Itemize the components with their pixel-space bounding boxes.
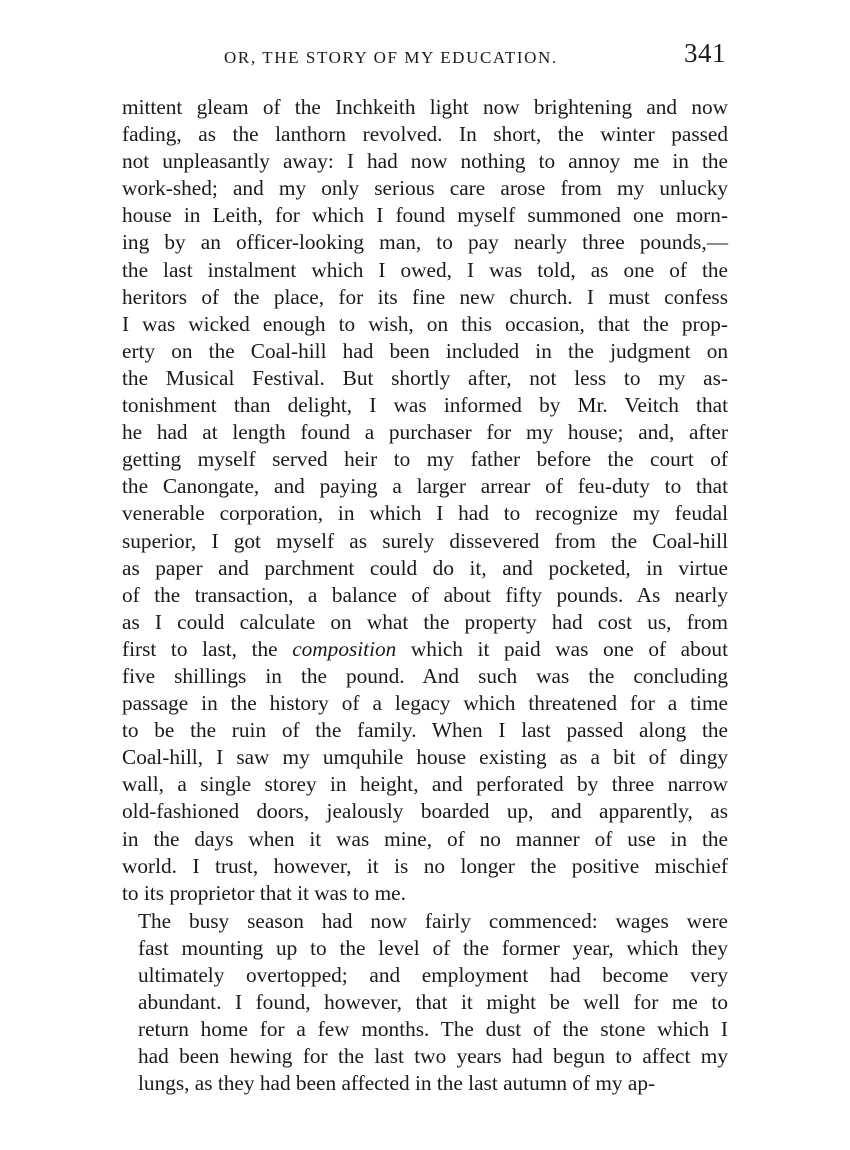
running-head <box>122 38 728 78</box>
text-line: fading, as the lanthorn revolved. In short, the winter passed <box>122 122 728 147</box>
text-line: not unpleasantly away: I had now nothing to annoy me in the <box>122 149 728 174</box>
text-line: ultimately overtopped; and employment had become very <box>138 963 728 987</box>
text-line: world. I trust, however, it is no longer the positive mischief <box>122 853 728 878</box>
text-line: the last instalment which I owed, I was told, as one of the <box>122 257 728 282</box>
book-page <box>122 38 728 1097</box>
text-line: house in Leith, for which I found myself summoned one morn- <box>122 203 728 228</box>
text-line: venerable corporation, in which I had to recognize my feudal <box>122 501 728 526</box>
text-line: five shillings in the pound. And such was the concluding <box>122 663 728 688</box>
text-line: heritors of the place, for its fine new church. I must confess <box>122 284 728 309</box>
text-line: first to last, the composition which it paid was one of about <box>122 636 728 661</box>
text-line: had been hewing for the last two years had begun to affect my <box>138 1044 728 1069</box>
page-number: 341 <box>684 38 726 68</box>
body-text <box>122 94 728 1097</box>
paragraph-1 <box>122 94 728 907</box>
text-line: the Musical Festival. But shortly after, not less to my as- <box>122 365 728 390</box>
running-title: OR, THE STORY OF MY EDUCATION. <box>224 48 558 67</box>
text-line: I was wicked enough to wish, on this occasion, that the prop- <box>122 311 728 336</box>
text-line: erty on the Coal-hill had been included in the judgment on <box>122 338 728 363</box>
text-line: mittent gleam of the Inchkeith light now brightening and now <box>122 95 728 119</box>
text-line: ing by an officer-looking man, to pay nearly three pounds,— <box>122 230 728 255</box>
text-line: abundant. I found, however, that it might be well for me to <box>138 990 728 1015</box>
text-line: in the days when it was mine, of no manner of use in the <box>122 826 728 851</box>
paragraph-2 <box>122 908 728 1098</box>
text-line: to be the ruin of the family. When I last passed along the <box>122 718 728 743</box>
text-line: fast mounting up to the level of the former year, which they <box>138 935 728 960</box>
text-line: Coal-hill, I saw my umquhile house existing as a bit of dingy <box>122 745 728 770</box>
text-line: return home for a few months. The dust of the stone which I <box>138 1017 728 1042</box>
text-line: to its proprietor that it was to me. <box>122 880 406 905</box>
text-line: tonishment than delight, I was informed by Mr. Veitch that <box>122 393 728 418</box>
text-line: as paper and parchment could do it, and pocketed, in virtue <box>122 555 728 580</box>
text-line: he had at length found a purchaser for my house; and, after <box>122 420 728 445</box>
text-line: superior, I got myself as surely dissevered from the Coal-hill <box>122 528 728 553</box>
text-line: getting myself served heir to my father before the court of <box>122 447 728 472</box>
text-line: the Canongate, and paying a larger arrear of feu-duty to that <box>122 474 728 499</box>
italic-term: composition <box>292 636 397 661</box>
text-line: wall, a single storey in height, and perforated by three narrow <box>122 772 728 797</box>
text-line: lungs, as they had been affected in the last autumn of my ap- <box>138 1071 656 1096</box>
text-line: passage in the history of a legacy which threatened for a time <box>122 691 728 716</box>
text-line: of the transaction, a balance of about fifty pounds. As nearly <box>122 582 728 607</box>
text-line: old-fashioned doors, jealously boarded up, and apparently, as <box>122 799 728 824</box>
text-line: work-shed; and my only serious care arose from my unlucky <box>122 176 728 201</box>
text-line: as I could calculate on what the property had cost us, from <box>122 609 728 634</box>
text-line: The busy season had now fairly commenced: wages were <box>138 908 728 933</box>
